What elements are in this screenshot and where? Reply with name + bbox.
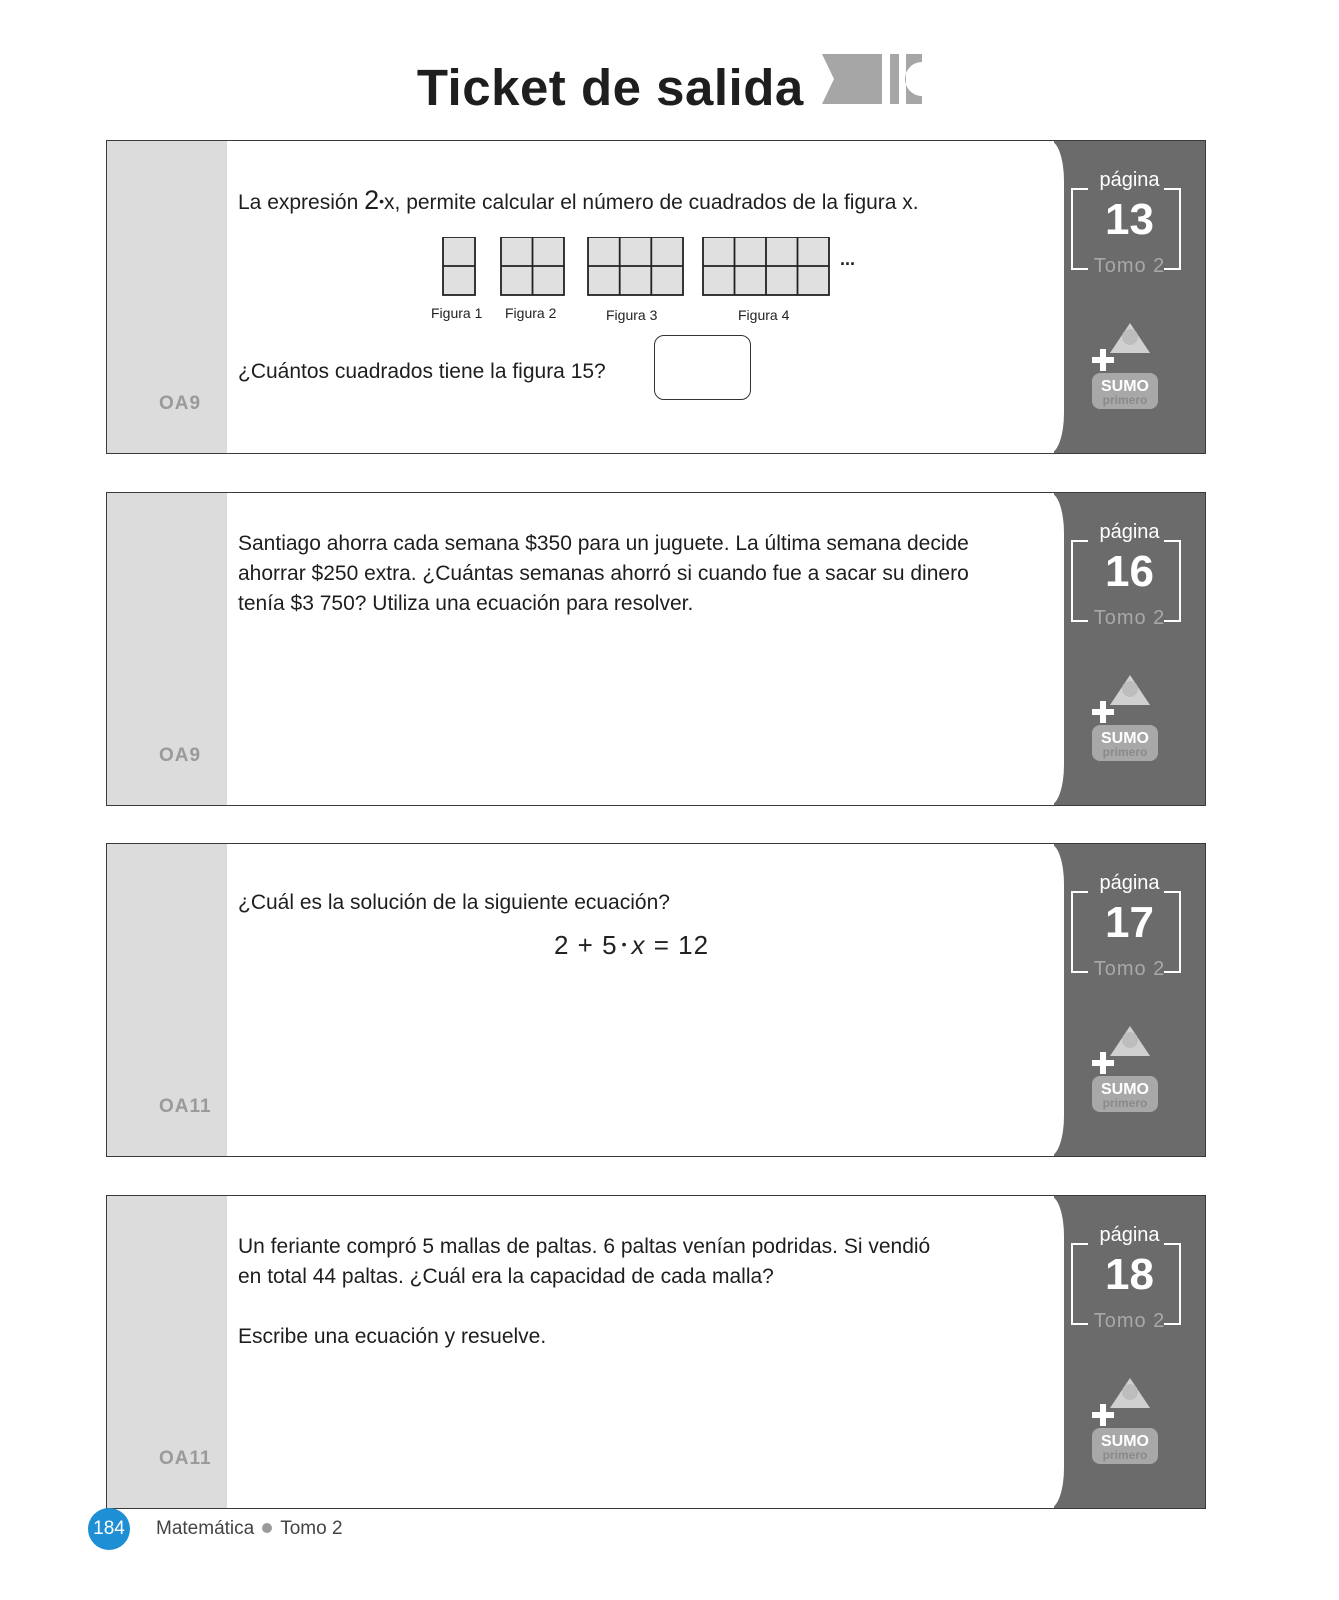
sumo-primero-logo [1090,1026,1170,1114]
ticket-icon [822,54,922,109]
card-curve [1044,141,1064,453]
answer-box[interactable] [654,335,751,400]
question-paragraph [238,529,969,619]
dot-operator: • [621,936,628,952]
svg-text:SUMO: SUMO [1101,378,1149,395]
equation-left: 2 + 5 [554,930,618,960]
equation-variable: x [631,930,646,960]
question-line: ahorrar $250 extra. ¿Cuántas semanas ahorró si cuando fue a sacar su dinero [238,562,969,585]
page-number: 18 [1105,1250,1154,1299]
svg-text:SUMO: SUMO [1101,730,1149,747]
question-text: ¿Cuántos cuadrados tiene la figura 15? [238,360,606,383]
intro-text-end: , permite calcular el número de cuadrados de la figura x. [394,191,919,214]
intro-text: La expresión [238,191,359,214]
oa-label: OA9 [159,393,202,414]
footer-subject: Matemática [156,1518,255,1539]
equation-right: = 12 [653,930,710,960]
question-text: ¿Cuál es la solución de la siguiente ecuación? [238,891,670,914]
svg-text:primero: primero [1102,1448,1148,1462]
page-reference [1054,1224,1205,1334]
card-side-panel [1054,844,1205,1156]
svg-text:SUMO: SUMO [1101,1081,1149,1098]
pagina-label: página [1099,521,1160,543]
tomo-label: Tomo 2 [1093,255,1166,277]
oa-label: OA11 [159,1448,212,1469]
figure-2 [501,237,564,295]
question-line: tenía $3 750? Utiliza una ecuación para resolver. [238,592,694,615]
ellipsis: ... [840,249,856,269]
page-number-badge: 184 [88,1508,130,1550]
oa-label: OA11 [159,1096,212,1117]
question-intro [238,185,919,219]
figure-3 [588,237,683,295]
exit-ticket-card-2 [106,492,1206,806]
footer-text [156,1518,343,1540]
question-line: Santiago ahorra cada semana $350 para un juguete. La última semana decide [238,532,969,555]
instruction-text: Escribe una ecuación y resuelve. [238,1325,547,1348]
page-number: 13 [1105,195,1154,244]
svg-text:primero: primero [1102,1096,1148,1110]
card-curve [1044,844,1064,1156]
card-content [238,493,1035,805]
page-reference [1054,521,1205,631]
sumo-primero-logo [1090,323,1170,411]
expr-variable: x [384,191,395,214]
card-content [238,844,1035,1156]
svg-text:SUMO: SUMO [1101,1433,1149,1450]
dot-operator: • [379,193,385,209]
sumo-primero-logo [1090,675,1170,763]
figure-sequence [238,237,938,337]
question-line: Un feriante compró 5 mallas de paltas. 6 paltas venían podridas. Si vendió [238,1235,931,1258]
card-side-panel [1054,141,1205,453]
page-reference [1054,169,1205,279]
oa-label: OA9 [159,745,202,766]
page-number: 17 [1105,898,1154,947]
figure-4 [703,237,829,295]
card-side-panel [1054,1196,1205,1508]
figure-label: Figura 2 [505,305,557,321]
tomo-label: Tomo 2 [1093,958,1166,980]
expr-number: 2 [364,185,380,215]
exit-ticket-card-3 [106,843,1206,1157]
exit-ticket-card-4 [106,1195,1206,1509]
card-content [238,141,1035,453]
separator-dot-icon [262,1523,272,1533]
question-line: en total 44 paltas. ¿Cuál era la capacidad de cada malla? [238,1265,774,1288]
tomo-label: Tomo 2 [1093,1310,1166,1332]
tomo-label: Tomo 2 [1093,607,1166,629]
card-curve [1044,493,1064,805]
equation [554,930,709,961]
pagina-label: página [1099,1224,1160,1246]
pagina-label: página [1099,872,1160,894]
figure-label: Figura 4 [738,307,790,323]
question-paragraph [238,1232,930,1292]
header [0,58,1339,117]
card-curve [1044,1196,1064,1508]
card-content [238,1196,1035,1508]
svg-text:primero: primero [1102,393,1148,407]
page-number: 16 [1105,547,1154,596]
card-side-panel [1054,493,1205,805]
page-reference [1054,872,1205,982]
footer-volume: Tomo 2 [280,1518,343,1539]
sumo-primero-logo [1090,1378,1170,1466]
exit-ticket-card-1 [106,140,1206,454]
figure-1 [443,237,475,295]
page-title: Ticket de salida [416,59,804,116]
pagina-label: página [1099,169,1160,191]
figure-label: Figura 3 [606,307,658,323]
figure-label: Figura 1 [431,305,483,321]
svg-text:primero: primero [1102,745,1148,759]
